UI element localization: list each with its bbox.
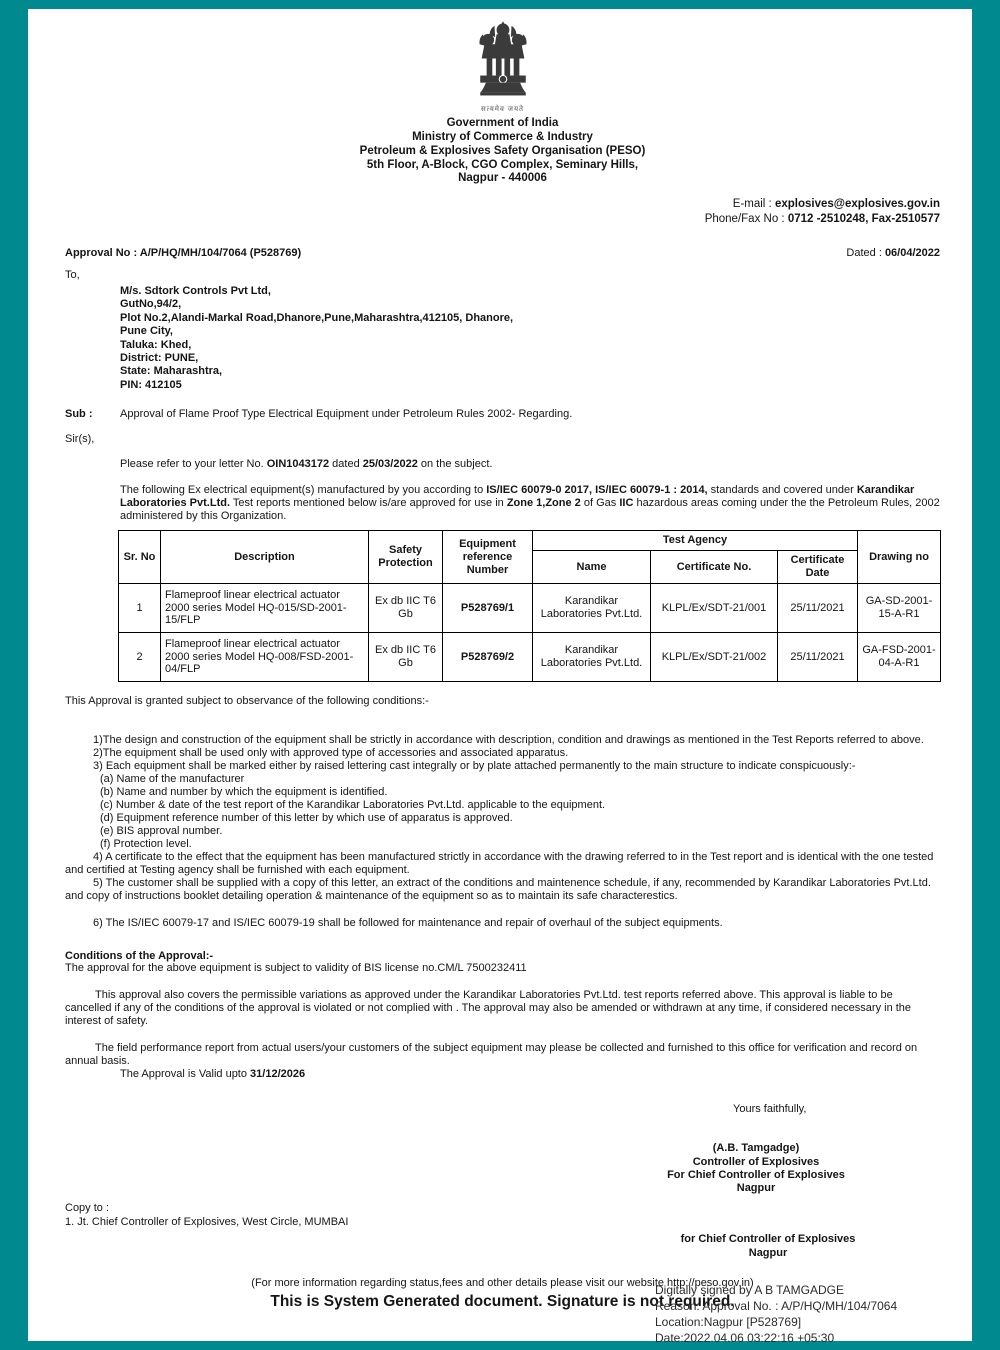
addressee-block (120, 285, 940, 392)
condition-sub-item: (c) Number & date of the test report of the Karandikar Laboratories Pvt.Ltd. applicable to the equipment. (100, 798, 606, 811)
signatory-name: (A.B. Tamgadge) (712, 1142, 800, 1155)
subject-label: Sub : (65, 408, 93, 421)
phone-value: 0712 -2510248, Fax-2510577 (787, 213, 940, 226)
addressee-line: State: Maharashtra, (120, 365, 223, 378)
header-emblem-block (65, 14, 940, 114)
addressee-line: Taluka: Khed, (120, 338, 192, 351)
cell-equipment-ref: P528769/2 (443, 632, 533, 681)
col-header-equipment-ref: Equipment reference Number (443, 531, 533, 584)
footer-info-line: (For more information regarding status,fees and other details please visit our website http://peso.gov.in) (251, 1277, 754, 1290)
refer-letter-no: OIN1043172 (266, 458, 330, 471)
addressee-line: PIN: 412105 (120, 378, 182, 391)
digital-signature-line: Location:Nagpur [P528769] (655, 1314, 802, 1329)
table-row (119, 583, 941, 632)
cell-certificate-date: 25/11/2021 (778, 632, 858, 681)
bis-license-line: The approval for the above equipment is subject to validity of BIS license no.CM/L 7500232411 (65, 962, 527, 975)
addressee-line: M/s. Sdtork Controls Pvt Ltd, (120, 285, 271, 298)
equipment-table (118, 530, 941, 682)
signatory-for: For Chief Controller of Explosives (667, 1169, 845, 1182)
cell-agency-name: Karandikar Laboratories Pvt.Ltd. (533, 632, 651, 681)
yours-faithfully: Yours faithfully, (733, 1103, 807, 1116)
refer-text: on the subject. (417, 458, 493, 471)
valid-upto-line (65, 1068, 940, 1081)
approval-meta-row (65, 247, 940, 260)
intro-lab-name: Karandikar Laboratories Pvt.Ltd. (120, 484, 915, 510)
table-row (119, 632, 941, 681)
phone-line (65, 212, 940, 227)
intro-text: Test reports mentioned below is/are approved for use in (230, 497, 507, 510)
copy-to-label: Copy to : (65, 1201, 110, 1214)
col-header-certificate-no: Certificate No. (651, 551, 778, 584)
col-header-test-agency: Test Agency (533, 531, 858, 551)
refer-date: 25/03/2022 (362, 458, 418, 471)
subject-row (65, 408, 940, 421)
condition-item: 4) A certificate to the effect that the equipment has been manufactured strictly in accordance with the drawing referred to in the Test report and is identical with the one tested and certified at Testing agency shall be furnished with each equipment. (65, 850, 934, 876)
cell-drawing-no: GA-FSD-2001-04-A-R1 (858, 632, 941, 681)
reference-line (120, 458, 940, 471)
dated-label: Dated : (846, 247, 885, 260)
intro-text: The following Ex electrical equipment(s) manufactured by you according to (120, 484, 487, 497)
intro-text: of Gas (580, 497, 620, 510)
intro-standards: IS/IEC 60079-0 2017, IS/IEC 60079-1 : 2014, (486, 484, 708, 497)
org-line-peso: Petroleum & Explosives Safety Organisation (PESO) (359, 144, 646, 157)
col-header-sr-no: Sr. No (119, 531, 161, 584)
cell-sr-no: 2 (119, 632, 161, 681)
dated-value: 06/04/2022 (884, 247, 940, 260)
addressee-line: GutNo,94/2, (120, 298, 182, 311)
intro-text: hazardous areas coming under the the Petroleum Rules, 2002 administered by this Organization. (120, 497, 940, 523)
condition-sub-item: (f) Protection level. (100, 837, 192, 850)
digital-signature-line: Digitally signed by A B TAMGADGE (655, 1283, 844, 1297)
email-value: explosives@explosives.gov.in (774, 198, 940, 211)
addressee-line: Pune City, (120, 325, 173, 338)
to-label: To, (65, 269, 80, 282)
addressee-line: District: PUNE, (120, 352, 199, 365)
cell-description: Flameproof linear electrical actuator 2000 series Model HQ-008/FSD-2001-04/FLP (161, 632, 369, 681)
cell-description: Flameproof linear electrical actuator 2000 series Model HQ-015/SD-2001-15/FLP (161, 583, 369, 632)
addressee-line: Plot No.2,Alandi-Markal Road,Dhanore,Pune,Maharashtra,412105, Dhanore, (120, 311, 514, 324)
intro-text: standards and covered under (707, 484, 857, 497)
copy-to-block (65, 1202, 940, 1230)
email-line (65, 197, 940, 212)
for-chief-city: Nagpur (748, 1246, 788, 1259)
conditions-of-approval-heading: Conditions of the Approval:- (65, 949, 214, 962)
digital-signature-line: Reason: Approval No. : A/P/HQ/MH/104/7064 (655, 1298, 898, 1313)
dated-line (846, 247, 940, 260)
for-chief-block (643, 1233, 893, 1260)
digital-signature-line: Date:2022.04.06 03:22:16 +05:30 (655, 1330, 835, 1345)
conditions-intro: This Approval is granted subject to observance of the following conditions:- (65, 694, 429, 707)
cell-certificate-no: KLPL/Ex/SDT-21/002 (651, 632, 778, 681)
intro-zones: Zone 1,Zone 2 (506, 497, 581, 510)
col-header-safety: Safety Protection (369, 531, 443, 584)
letter-sheet (28, 9, 972, 1345)
table-header-row (119, 531, 941, 551)
cell-certificate-date: 25/11/2021 (778, 583, 858, 632)
signatory-city: Nagpur (736, 1182, 776, 1195)
col-header-drawing-no: Drawing no (858, 531, 941, 584)
org-header (65, 117, 940, 186)
email-label: E-mail : (732, 198, 775, 211)
col-header-certificate-date: Certificate Date (778, 551, 858, 584)
refer-text: Please refer to your letter No. (120, 458, 267, 471)
cell-safety: Ex db IIC T6 Gb (369, 632, 443, 681)
org-line-ministry: Ministry of Commerce & Industry (412, 131, 593, 144)
signatory-title: Controller of Explosives (692, 1155, 820, 1168)
emblem-motto: सत्यमेव जयते (480, 105, 525, 113)
org-line-address: 5th Floor, A-Block, CGO Complex, Seminary Hills, (366, 158, 639, 171)
variations-paragraph: This approval also covers the permissible variations as approved under the Karandikar Laboratories Pvt.Ltd. test reports referred above. This approval is liable to be cancelled if any of the conditions of the approval is violated or not complied with . The approval may also be amended or withdrawn at any time, if considered necessary in the interest of safety. (65, 989, 912, 1028)
col-header-agency-name: Name (533, 551, 651, 584)
condition-sub-item: (d) Equipment reference number of this letter by which use of apparatus is approved. (100, 811, 513, 824)
condition-item: 1)The design and construction of the equipment shall be strictly in accordance with description, condition and drawings as mentioned in the Test Reports referred to above. (93, 733, 924, 746)
col-header-description: Description (161, 531, 369, 584)
field-report-paragraph: The field performance report from actual users/your customers of the subject equipment may please be collected and furnished to this office for verification and record on annual basis. (65, 1042, 918, 1068)
valid-upto-text: The Approval is Valid upto (120, 1068, 251, 1081)
salutation: Sir(s), (65, 433, 95, 446)
cell-equipment-ref: P528769/1 (443, 583, 533, 632)
approval-number: Approval No : A/P/HQ/MH/104/7064 (P528769) (65, 247, 302, 260)
condition-item: 2)The equipment shall be used only with approved type of accessories and associated apparatus. (93, 746, 569, 759)
for-chief-line: for Chief Controller of Explosives (680, 1233, 856, 1246)
cell-drawing-no: GA-SD-2001-15-A-R1 (858, 583, 941, 632)
contact-block (65, 197, 940, 227)
refer-text: dated (329, 458, 363, 471)
india-emblem-icon (467, 20, 539, 104)
condition-sub-item: (a) Name of the manufacturer (100, 772, 245, 785)
intro-gas-group: IIC (619, 497, 634, 510)
cell-certificate-no: KLPL/Ex/SDT-21/001 (651, 583, 778, 632)
copy-to-item: 1. Jt. Chief Controller of Explosives, West Circle, MUMBAI (65, 1215, 349, 1228)
condition-sub-item: (b) Name and number by which the equipment is identified. (100, 785, 388, 798)
system-generated-note: This is System Generated document. Signature is not required. (270, 1293, 735, 1311)
org-line-city: Nagpur - 440006 (458, 172, 547, 185)
valid-upto-date: 31/12/2026 (250, 1068, 306, 1081)
conditions-list (65, 734, 940, 930)
condition-item: 6) The IS/IEC 60079-17 and IS/IEC 60079-19 shall be followed for maintenance and repair of overhaul of the subject equipments. (93, 916, 723, 929)
condition-item: 3) Each equipment shall be marked either by raised lettering cast integrally or by plate attached permanently to the main structure to indicate conspicuously:- (93, 759, 856, 772)
cell-sr-no: 1 (119, 583, 161, 632)
intro-paragraph (120, 484, 942, 523)
cell-safety: Ex db IIC T6 Gb (369, 583, 443, 632)
subject-text: Approval of Flame Proof Type Electrical Equipment under Petroleum Rules 2002- Regarding. (120, 408, 573, 421)
condition-sub-item: (e) BIS approval number. (100, 824, 223, 837)
digital-signature-block (655, 1283, 965, 1347)
phone-label: Phone/Fax No : (704, 213, 788, 226)
condition-item: 5) The customer shall be supplied with a copy of this letter, an extract of the conditions and maintenence schedule, if any, recommended by Karandikar Laboratories Pvt.Ltd. and copy of instructions booklet detailing operation & maintenance of the equipment so as to maintain its safe characterestics. (65, 876, 931, 902)
signatory-block (623, 1142, 889, 1196)
org-line-country: Government of India (446, 117, 559, 130)
cell-agency-name: Karandikar Laboratories Pvt.Ltd. (533, 583, 651, 632)
